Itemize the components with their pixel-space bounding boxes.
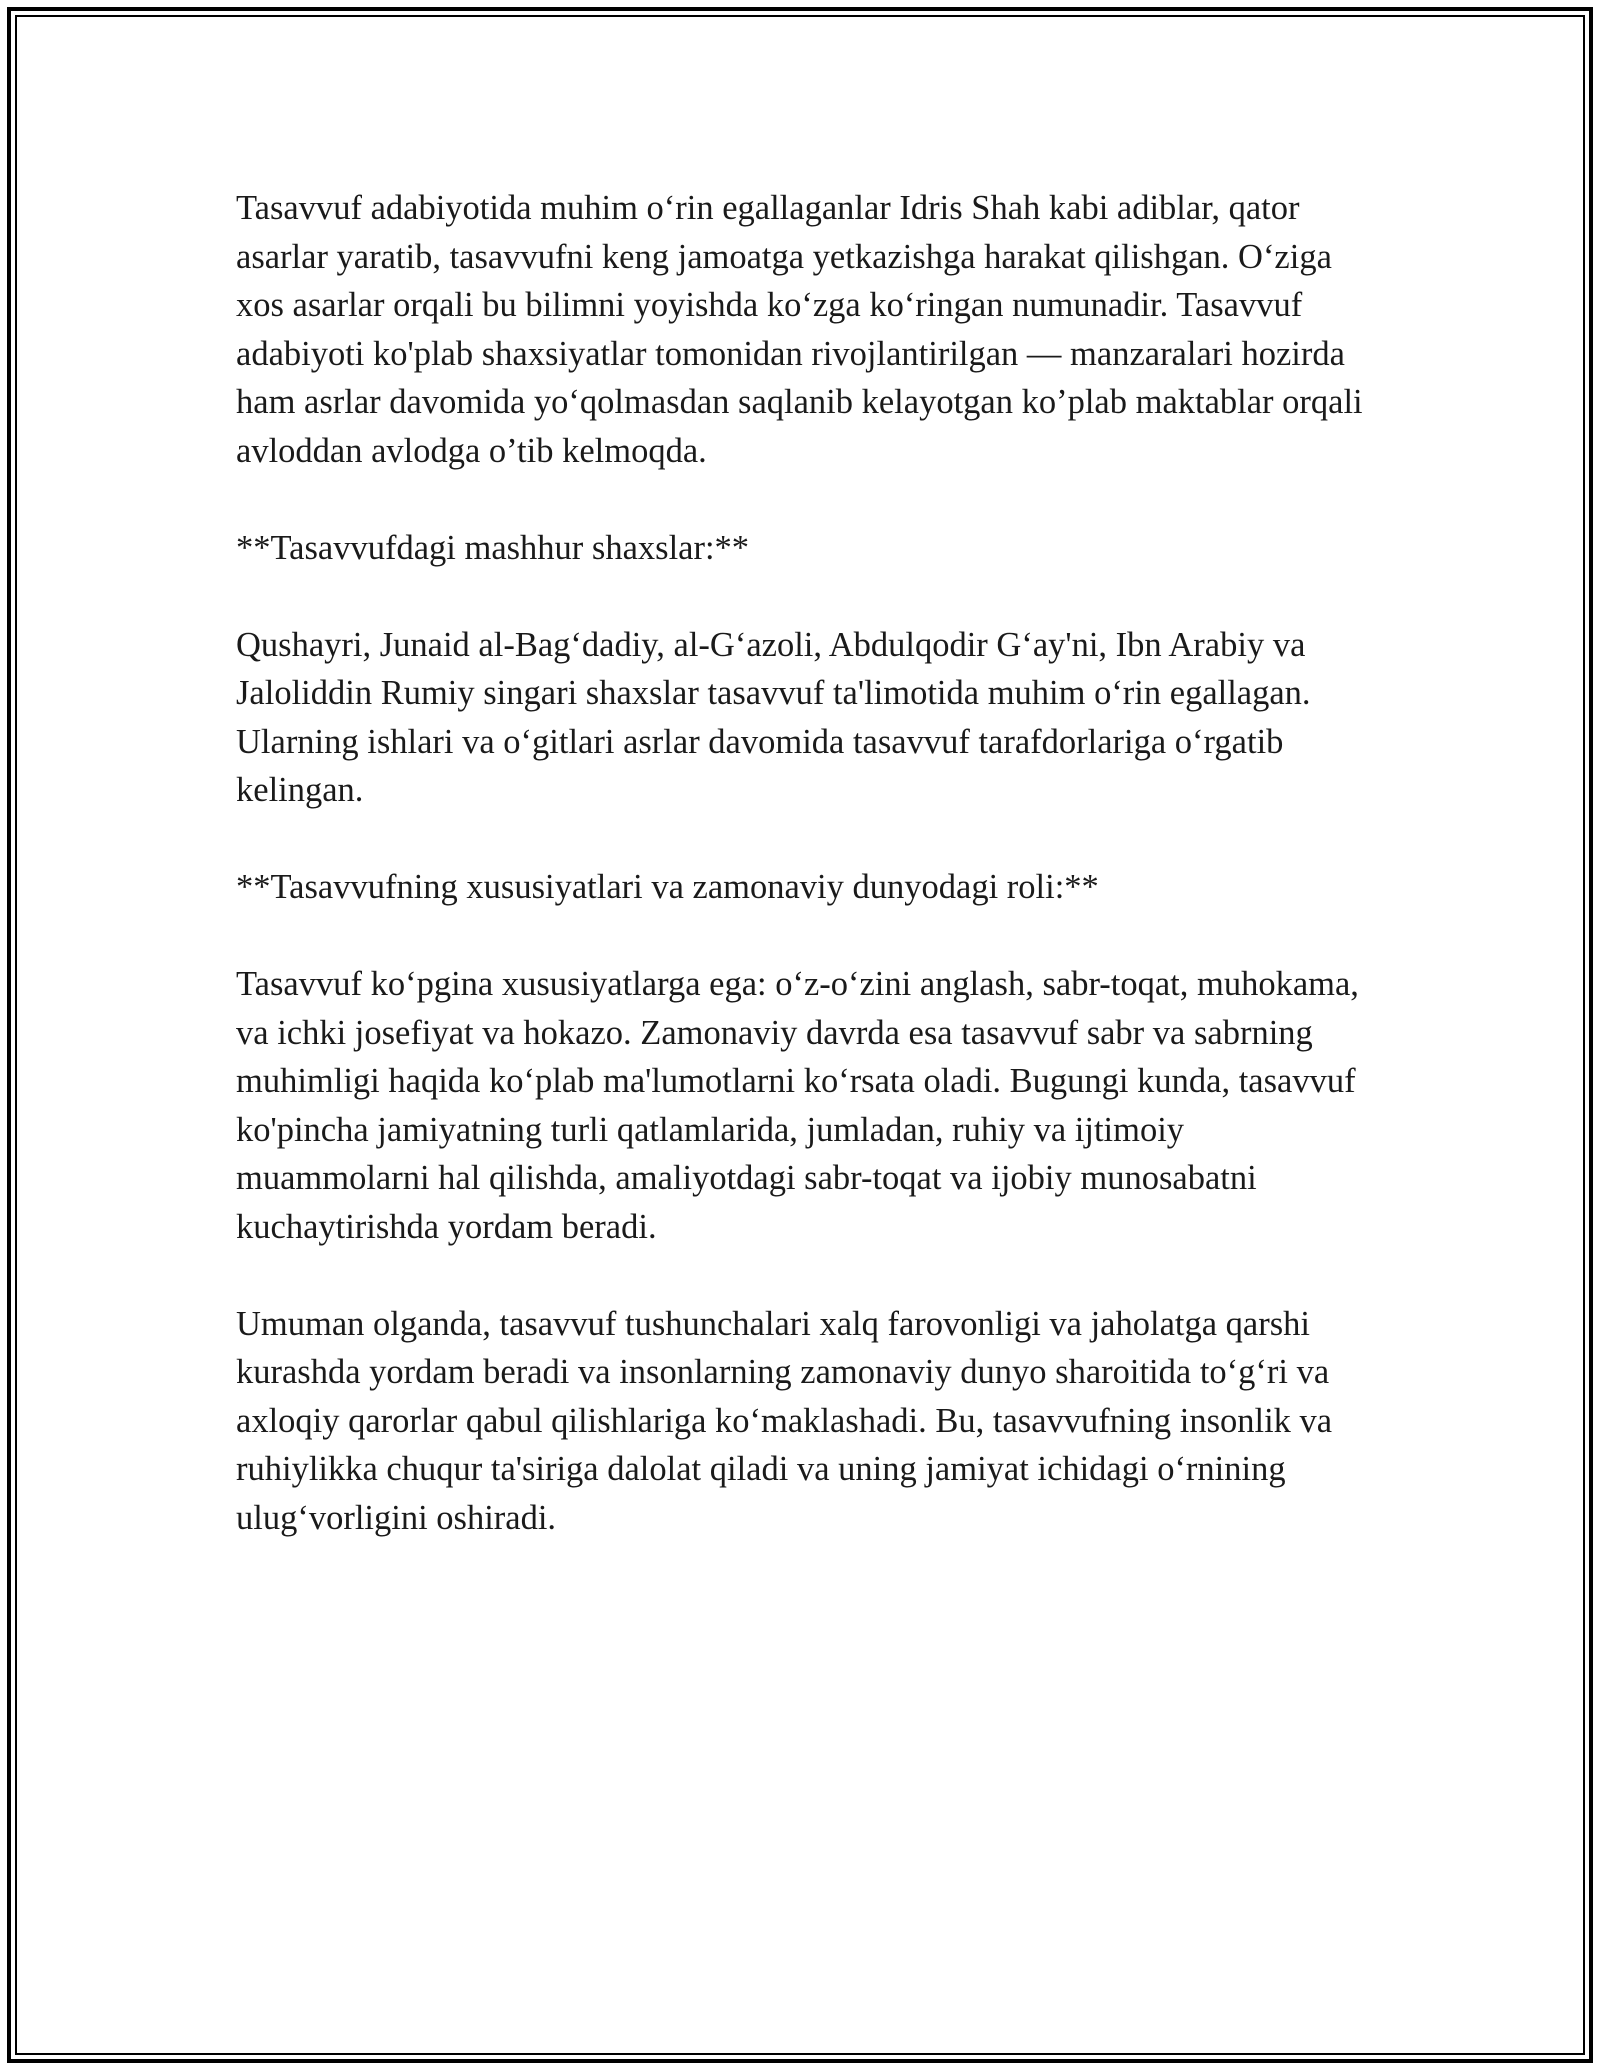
heading-features-and-role: **Tasavvufning xususiyatlari va zamonaviy dunyodagi roli:** bbox=[236, 868, 1099, 906]
heading-famous-figures: **Tasavvufdagi mashhur shaxslar:** bbox=[236, 528, 750, 567]
paragraph-conclusion: Umuman olganda, tasavvuf tushunchalari xalq farovonligi va jaholatga qarshi kurashda yordam beradi va insonlarning zamonaviy dunyo sharoitida to‘g‘ri va axloqiy qarorlar qabul qilishlariga ko‘maklashadi. Bu, tasavvufning insonlik va ruhiylikka chuqur ta'siriga dalolat qiladi va uning jamiyat ichidagi o‘rnining ulug‘vorligini oshiradi. bbox=[236, 1304, 1333, 1537]
paragraph-famous-figures: Qushayri, Junaid al-Bag‘dadiy, al-G‘azoli, Abdulqodir G‘ay'ni, Ibn Arabiy va Jaloliddin Rumiy singari shaxslar tasavvuf ta'limotida muhim o‘rin egallagan. Ularning ishlari va o‘gitlari asrlar davomida tasavvuf tarafdorlariga o‘rgatib kelingan. bbox=[236, 625, 1311, 809]
document-body bbox=[236, 184, 1376, 1591]
paragraph-features: Tasavvuf ko‘pgina xususiyatlarga ega: o‘z-o‘zini anglash, sabr-toqat, muhokama, va ichki josefiyat va hokazo. Zamonaviy davrda esa tasavvuf sabr va sabrning muhimligi haqida ko‘plab ma'lumotlarni ko‘rsata oladi. Bugungi kunda, tasavvuf ko'pincha jamiyatning turli qatlamlarida, jumladan, ruhiy va ijtimoiy muammolarni hal qilishda, amaliyotdagi sabr-toqat va ijobiy munosabatni kuchaytirishda yordam beradi. bbox=[236, 965, 1359, 1246]
paragraph-idris-shah: Tasavvuf adabiyotida muhim o‘rin egallaganlar Idris Shah kabi adiblar, qator asarlar yaratib, tasavvufni keng jamoatga yetkazishga harakat qilishgan. O‘ziga xos asarlar orqali bu bilimni yoyishda ko‘zga ko‘ringan numunadir. Tasavvuf adabiyoti ko'plab shaxsiyatlar tomonidan rivojlantirilgan — manzaralari hozirda ham asrlar davomida yo‘qolmasdan saqlanib kelayotgan ko’plab maktablar orqali avloddan avlodga o’tib kelmoqda. bbox=[236, 189, 1363, 470]
